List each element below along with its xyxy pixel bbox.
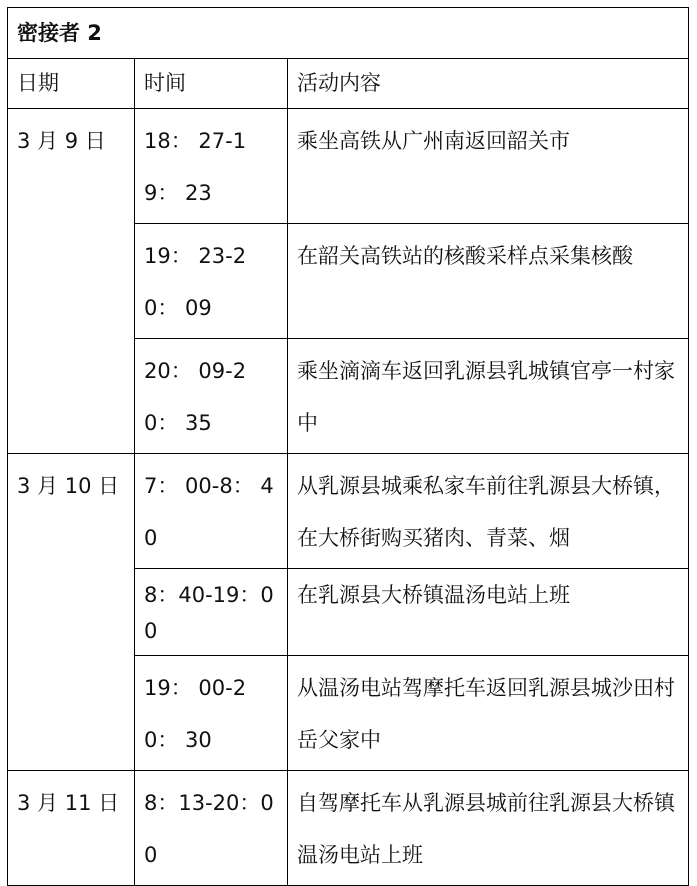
time-cell: 20： 09-20： 35 (135, 339, 288, 454)
date-cell: 3 月 11 日 (8, 771, 135, 886)
time-cell: 7： 00-8： 40 (135, 454, 288, 569)
activity-cell: 乘坐高铁从广州南返回韶关市 (288, 109, 689, 224)
activity-cell: 乘坐滴滴车返回乳源县乳城镇官亭一村家中 (288, 339, 689, 454)
activity-cell: 从温汤电站驾摩托车返回乳源县城沙田村岳父家中 (288, 656, 689, 771)
header-time: 时间 (135, 59, 288, 109)
time-cell: 19： 00-20： 30 (135, 656, 288, 771)
date-cell: 3 月 9 日 (8, 109, 135, 454)
time-cell: 8：40-19：00 (135, 569, 288, 656)
table-title-row (8, 8, 689, 59)
table-row (8, 109, 689, 224)
activity-cell: 在韶关高铁站的核酸采样点采集核酸 (288, 224, 689, 339)
itinerary-table (7, 7, 689, 886)
time-cell: 18： 27-19： 23 (135, 109, 288, 224)
activity-cell: 在乳源县大桥镇温汤电站上班 (288, 569, 689, 656)
header-date: 日期 (8, 59, 135, 109)
time-cell: 8：13-20：00 (135, 771, 288, 886)
time-cell: 19： 23-20： 09 (135, 224, 288, 339)
contact-itinerary-document (7, 7, 688, 867)
table-header-row (8, 59, 689, 109)
header-activity: 活动内容 (288, 59, 689, 109)
table-row (8, 771, 689, 886)
table-title: 密接者 2 (8, 8, 689, 59)
date-cell: 3 月 10 日 (8, 454, 135, 771)
activity-cell: 从乳源县城乘私家车前往乳源县大桥镇，在大桥街购买猪肉、青菜、烟 (288, 454, 689, 569)
table-row (8, 454, 689, 569)
activity-cell: 自驾摩托车从乳源县城前往乳源县大桥镇温汤电站上班 (288, 771, 689, 886)
